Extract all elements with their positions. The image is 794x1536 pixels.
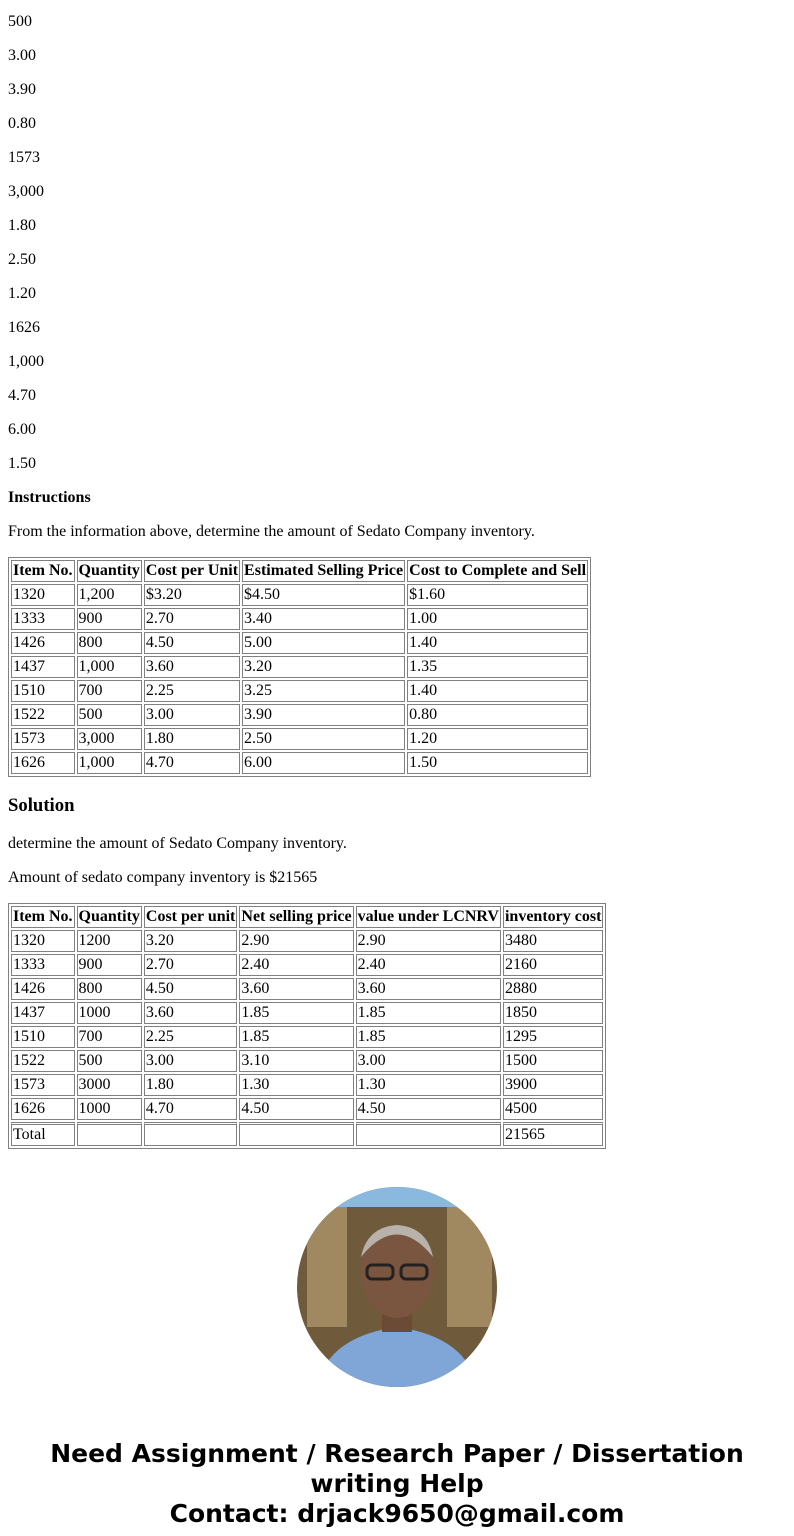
table-cell: 1,000 (77, 752, 142, 774)
table-row (11, 1098, 603, 1120)
total-cell (356, 1122, 501, 1146)
table-cell: 1.30 (356, 1074, 501, 1096)
value-item: 500 (8, 13, 32, 30)
table-cell: 900 (77, 954, 142, 976)
table-cell: 1200 (77, 930, 142, 952)
table-cell: 2.70 (144, 608, 240, 630)
table-cell: 3.90 (242, 704, 405, 726)
table-cell: 1.85 (356, 1026, 501, 1048)
table-cell: 1.85 (356, 1002, 501, 1024)
table-cell: 1522 (11, 704, 75, 726)
table-cell: 1.35 (407, 656, 588, 678)
table-cell: 2.40 (356, 954, 501, 976)
table-cell: 3.60 (239, 978, 353, 1000)
table-cell: 2.50 (242, 728, 405, 750)
table-cell: 1.80 (144, 728, 240, 750)
person-photo-icon (297, 1187, 497, 1387)
table-row (11, 1050, 603, 1072)
table-cell: 1.40 (407, 680, 588, 702)
lcnrv-solution-table (8, 903, 606, 1149)
table-cell: 1850 (503, 1002, 603, 1024)
table-cell: 2160 (503, 954, 603, 976)
table-cell: 800 (77, 632, 142, 654)
table-cell: 3,000 (77, 728, 142, 750)
table-cell: 3.25 (242, 680, 405, 702)
value-item: 3.00 (8, 47, 36, 64)
column-header: Net selling price (239, 906, 353, 928)
table-row (11, 954, 603, 976)
table-cell: 1573 (11, 1074, 75, 1096)
table-cell: 3480 (503, 930, 603, 952)
table-row (11, 608, 588, 630)
solution-text: determine the amount of Sedato Company inventory. (8, 835, 347, 852)
table-row (11, 704, 588, 726)
value-item: 1626 (8, 319, 40, 336)
instructions-heading (8, 489, 786, 507)
table-cell: 3.00 (144, 1050, 238, 1072)
column-header: Quantity (77, 560, 142, 582)
table-cell: 1295 (503, 1026, 603, 1048)
table-cell: 3.60 (356, 978, 501, 1000)
table-cell: 1.30 (239, 1074, 353, 1096)
table-cell: 4.70 (144, 1098, 238, 1120)
table-cell: 1626 (11, 752, 75, 774)
table-cell: 3.60 (144, 1002, 238, 1024)
table-cell: 3900 (503, 1074, 603, 1096)
table-cell: 4.50 (144, 978, 238, 1000)
value-item: 2.50 (8, 251, 36, 268)
table-cell: 3.20 (144, 930, 238, 952)
table-cell: $3.20 (144, 584, 240, 606)
value-item: 1.50 (8, 455, 36, 472)
table-row (11, 978, 603, 1000)
value-item: 1,000 (8, 353, 44, 370)
total-cell: Total (11, 1122, 75, 1146)
column-header: Quantity (77, 906, 142, 928)
table-cell: 500 (77, 1050, 142, 1072)
table-cell: 1333 (11, 954, 75, 976)
total-cell (77, 1122, 142, 1146)
table-cell: 1510 (11, 680, 75, 702)
footer-contact (8, 1439, 786, 1529)
column-header: Item No. (11, 560, 75, 582)
table-cell: 2.90 (239, 930, 353, 952)
table-cell: 1522 (11, 1050, 75, 1072)
table-header-row (11, 560, 588, 582)
table-cell: 3.10 (239, 1050, 353, 1072)
table-cell: 1000 (77, 1098, 142, 1120)
table-row (11, 1074, 603, 1096)
table-cell: 6.00 (242, 752, 405, 774)
instructions-text: From the information above, determine the amount of Sedato Company inventory. (8, 523, 535, 540)
table-cell: 1426 (11, 978, 75, 1000)
footer-line-2: writing Help (310, 1469, 484, 1498)
table-cell: 4.70 (144, 752, 240, 774)
column-header: Cost per unit (144, 906, 238, 928)
table-cell: 2880 (503, 978, 603, 1000)
table-cell: 3.40 (242, 608, 405, 630)
instructions-heading-text: Instructions (8, 489, 91, 506)
column-header: inventory cost (503, 906, 603, 928)
table-row (11, 656, 588, 678)
table-cell: 4.50 (239, 1098, 353, 1120)
author-avatar-photo (297, 1187, 497, 1387)
footer-line-3: Contact: drjack9650@gmail.com (169, 1499, 625, 1528)
solution-heading: Solution (8, 795, 75, 816)
table-row (11, 752, 588, 774)
table-cell: 2.25 (144, 1026, 238, 1048)
table-row (11, 584, 588, 606)
column-header: Estimated Selling Price (242, 560, 405, 582)
value-item: 3.90 (8, 81, 36, 98)
table-row (11, 930, 603, 952)
value-item: 3,000 (8, 183, 44, 200)
table-row (11, 632, 588, 654)
table-cell: 1510 (11, 1026, 75, 1048)
table-cell: 2.70 (144, 954, 238, 976)
column-header: value under LCNRV (356, 906, 501, 928)
table-cell: 1437 (11, 656, 75, 678)
values-list (8, 13, 786, 473)
table-cell: 1.00 (407, 608, 588, 630)
table-cell: $4.50 (242, 584, 405, 606)
table-cell: 500 (77, 704, 142, 726)
total-cell: 21565 (503, 1122, 603, 1146)
table-row (11, 1026, 603, 1048)
table-row (11, 728, 588, 750)
total-cell (239, 1122, 353, 1146)
table-cell: 2.25 (144, 680, 240, 702)
table-cell: 1437 (11, 1002, 75, 1024)
table-cell: 3.00 (144, 704, 240, 726)
table-cell: 700 (77, 1026, 142, 1048)
table-cell: 1000 (77, 1002, 142, 1024)
table-cell: 1320 (11, 584, 75, 606)
table-cell: 3.20 (242, 656, 405, 678)
value-item: 1.80 (8, 217, 36, 234)
value-item: 1.20 (8, 285, 36, 302)
table-cell: 800 (77, 978, 142, 1000)
column-header: Item No. (11, 906, 75, 928)
value-item: 0.80 (8, 115, 36, 132)
table-cell: 4.50 (356, 1098, 501, 1120)
table-header-row (11, 906, 603, 928)
table-cell: 4500 (503, 1098, 603, 1120)
table-cell: 5.00 (242, 632, 405, 654)
table-cell: 1.50 (407, 752, 588, 774)
table-row (11, 1002, 603, 1024)
table-cell: 1.85 (239, 1002, 353, 1024)
table-row (11, 680, 588, 702)
footer-line-1: Need Assignment / Research Paper / Dissertation (50, 1439, 744, 1468)
table-cell: 1626 (11, 1098, 75, 1120)
table-cell: 700 (77, 680, 142, 702)
table-cell: 1333 (11, 608, 75, 630)
table-cell: 900 (77, 608, 142, 630)
solution-answer: Amount of sedato company inventory is $21565 (8, 869, 318, 886)
table-cell: 1.40 (407, 632, 588, 654)
column-header: Cost per Unit (144, 560, 240, 582)
table-cell: 1,200 (77, 584, 142, 606)
table-cell: 1426 (11, 632, 75, 654)
table-cell: 4.50 (144, 632, 240, 654)
value-item: 4.70 (8, 387, 36, 404)
table-cell: 0.80 (407, 704, 588, 726)
table-cell: 1.85 (239, 1026, 353, 1048)
total-cell (144, 1122, 238, 1146)
table-cell: 3.60 (144, 656, 240, 678)
table-cell: 1573 (11, 728, 75, 750)
value-item: 6.00 (8, 421, 36, 438)
table-cell: 1500 (503, 1050, 603, 1072)
table-cell: 2.90 (356, 930, 501, 952)
table-cell: 3.00 (356, 1050, 501, 1072)
table-cell: $1.60 (407, 584, 588, 606)
table-cell: 1.20 (407, 728, 588, 750)
table-cell: 1.80 (144, 1074, 238, 1096)
table-cell: 2.40 (239, 954, 353, 976)
table-cell: 1,000 (77, 656, 142, 678)
table-cell: 3000 (77, 1074, 142, 1096)
inventory-data-table (8, 557, 591, 777)
value-item: 1573 (8, 149, 40, 166)
column-header: Cost to Complete and Sell (407, 560, 588, 582)
table-cell: 1320 (11, 930, 75, 952)
total-row (11, 1122, 603, 1146)
